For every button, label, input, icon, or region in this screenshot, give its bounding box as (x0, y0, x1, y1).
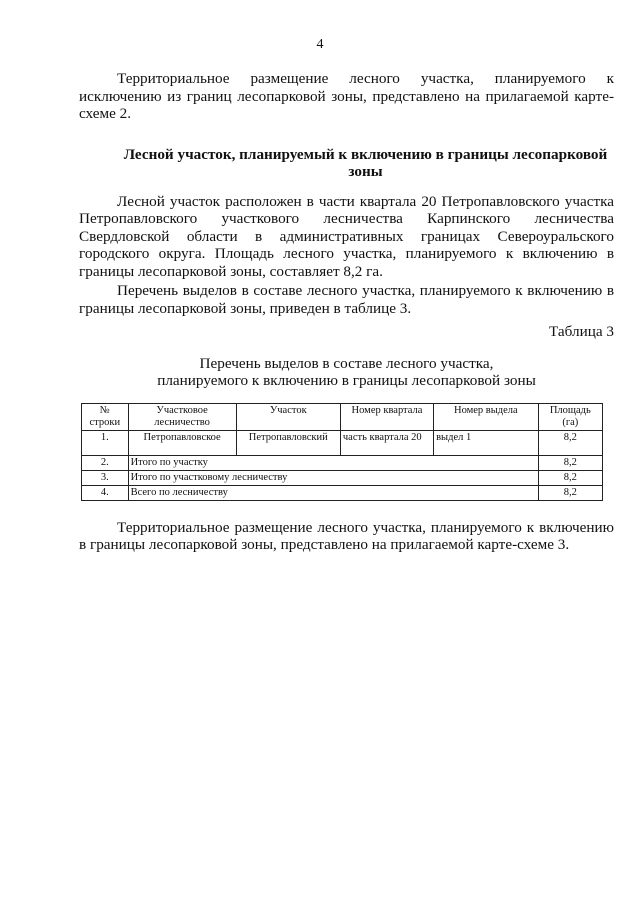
header-row-number: № строки (82, 403, 129, 430)
paragraph-inclusion-map: Территориальное размещение лесного участка, планируемого к включению в границы лесопарковой зоны, представлено на прилагаемой карте-схеме 3. (79, 518, 614, 553)
cell-row-number: 3. (82, 470, 129, 485)
section-heading: Лесной участок, планируемый к включению в границы лесопарковой зоны (123, 145, 608, 180)
cell-total-label: Итого по участку (128, 455, 538, 470)
cell-row-number: 2. (82, 455, 129, 470)
header-quarter: Номер квартала (340, 403, 433, 430)
cell-allotment: выдел 1 (434, 430, 539, 455)
paragraph-location: Лесной участок расположен в части квартала 20 Петропавловского участка Петропавловского участкового лесничества Карпинского лесничества Свердловской области в административных границах Североуральского городского округа. Площадь лесного участка, планируемого к включению в границы лесопарковой зоны, составляет 8,2 га. (79, 192, 614, 280)
cell-row-number: 4. (82, 485, 129, 500)
document-body (79, 70, 614, 554)
table-header-row (82, 403, 603, 430)
cell-area: 8,2 (538, 470, 602, 485)
page-number: 4 (316, 37, 324, 52)
cell-area: 8,2 (538, 430, 602, 455)
header-area: Площадь (га) (538, 403, 602, 430)
table-title-line-1: Перечень выделов в составе лесного участка, (199, 354, 494, 372)
table-row-grand-total (82, 485, 603, 500)
cell-row-number: 1. (82, 430, 129, 455)
cell-district: Петропавловское (128, 430, 236, 455)
paragraph-exclusion-map: Территориальное размещение лесного участка, планируемого к исключению из границ лесопарковой зоны, представлено на прилагаемой карте-схеме 2. (79, 70, 614, 122)
table-title (79, 355, 614, 390)
cell-total-label: Всего по лесничеству (128, 485, 538, 500)
cell-quarter: часть квартала 20 (340, 430, 433, 455)
table-label: Таблица 3 (549, 323, 614, 340)
cell-area: 8,2 (538, 455, 602, 470)
cell-total-label: Итого по участковому лесничеству (128, 470, 538, 485)
header-allotment: Номер выдела (434, 403, 539, 430)
table-row-subtotal-district (82, 470, 603, 485)
header-section: Участок (236, 403, 340, 430)
header-district: Участковое лесничество (128, 403, 236, 430)
table-row (82, 430, 603, 455)
cell-area: 8,2 (538, 485, 602, 500)
paragraph-list-reference: Перечень выделов в составе лесного участка, планируемого к включению в границы лесопарковой зоны, приведен в таблице 3. (79, 282, 614, 317)
allotments-table (81, 403, 603, 501)
table-row-subtotal-section (82, 455, 603, 470)
table-title-line-2: планируемого к включению в границы лесопарковой зоны (157, 372, 536, 389)
cell-section: Петропавловский (236, 430, 340, 455)
